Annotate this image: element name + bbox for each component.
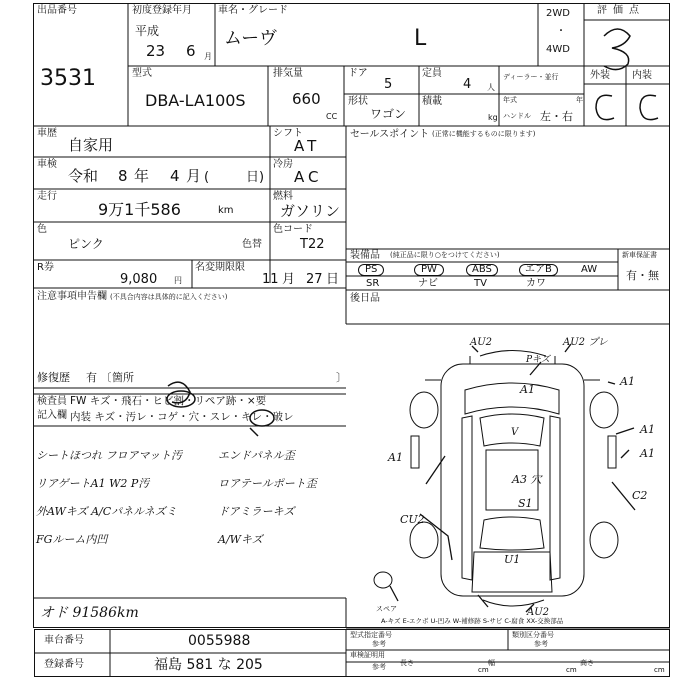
- aircon-label: 冷房: [273, 159, 293, 170]
- recycle-unit: 円: [174, 276, 182, 285]
- exterior-mark: [596, 95, 614, 119]
- hand-note-right-3: ドアミラーキズ: [218, 505, 295, 518]
- color-code-label: 色コード: [273, 224, 313, 235]
- load-unit: kg: [488, 113, 498, 122]
- height-label: 高さ: [580, 659, 594, 667]
- width-unit: cm: [566, 666, 577, 674]
- mileage-value: 9万1千586: [98, 200, 181, 219]
- mark-a1-right-door: A1: [640, 423, 655, 436]
- inspection-paren: (: [204, 170, 210, 185]
- mark-v-windshield: V: [511, 427, 519, 438]
- equip-sr: SR: [366, 278, 380, 289]
- displacement-value: 660: [292, 90, 321, 108]
- mark-u1-rear: U1: [504, 553, 521, 566]
- mark-a1-left-door: A1: [388, 451, 403, 464]
- damage-legend: A-キズ E-エクボ U-凹み W-補修跡 S-サビ C-腐食 XX-交換部品: [381, 617, 564, 625]
- equip-pw: PW: [414, 264, 444, 276]
- late-docs-label: 後日品: [350, 293, 380, 304]
- equip-leather: カワ: [526, 278, 546, 289]
- repair-close: 〕: [336, 371, 347, 384]
- cat-no-label: 類別区分番号: [512, 631, 554, 639]
- equip-airbag: エアB: [519, 264, 558, 276]
- drive-4wd: 4WD: [546, 44, 570, 55]
- hand-note-left-4: FGルーム内凹: [36, 533, 108, 546]
- repair-label: 修復歴: [37, 371, 70, 384]
- reg-no-label: 登録番号: [44, 659, 84, 670]
- width-label: 幅: [488, 659, 495, 667]
- chassis-number: 0055988: [188, 633, 251, 649]
- sales-point-note: (正常に機能するものに限ります): [432, 130, 536, 138]
- spare-label: スペア: [376, 605, 397, 613]
- mark-au2-front-left: AU2: [470, 337, 493, 348]
- inspection-year-unit: 年: [134, 167, 150, 185]
- mark-cu2-rear-left: CU2: [400, 513, 425, 526]
- color-change-label: 色替: [242, 239, 262, 250]
- mark-a1-bonnet: A1: [520, 383, 535, 396]
- model-year-unit: 年: [576, 96, 583, 104]
- hand-note-right-2: ロアテールポート歪: [218, 477, 317, 490]
- mark-a1-right-rear: A1: [640, 447, 655, 460]
- capacity-value: 4: [463, 77, 472, 92]
- color-label: 色: [37, 224, 47, 235]
- inspection-day-unit: 日): [246, 170, 265, 185]
- lot-number: 3531: [40, 66, 96, 91]
- mark-c2-rear-right: C2: [632, 489, 648, 502]
- inspector-label-1: 検査員: [37, 396, 67, 407]
- mark-au2-rear: AU2: [527, 607, 550, 618]
- exterior-value: [604, 100, 605, 101]
- drive-2wd: 2WD: [546, 8, 570, 19]
- height-unit: cm: [654, 666, 665, 674]
- fuel-label: 燃料: [273, 191, 293, 202]
- expiry-day-unit: 月: [282, 272, 296, 287]
- hand-note-right-4: A/Wキズ: [218, 533, 263, 546]
- length-label: 長さ: [400, 659, 414, 667]
- cert-label: 車検証明用: [350, 651, 385, 659]
- body-shape-value: ワゴン: [370, 107, 407, 121]
- cat-no-ref: 参考: [534, 640, 548, 648]
- drive-dot: ・: [556, 26, 566, 37]
- repair-value: 有 〔: [86, 371, 112, 384]
- interior-value: [648, 100, 649, 101]
- mark-p-scratch: Pキズ: [526, 355, 550, 365]
- expiry-day2: 27: [306, 272, 323, 287]
- aircon-value: AC: [294, 168, 323, 186]
- inspection-year: 8: [118, 167, 128, 185]
- doors-label: ドア: [348, 68, 368, 79]
- displacement-label: 排気量: [273, 68, 303, 79]
- dealer-label: ディーラー・並行: [503, 73, 559, 81]
- lot-label: 出品番号: [37, 5, 77, 16]
- load-label: 積載: [422, 96, 442, 107]
- shift-value: AT: [294, 137, 321, 155]
- handle-label: ハンドル: [503, 112, 531, 120]
- repair-suffix: 箇所: [112, 371, 134, 384]
- mark-au2-front-right: AU2 プレ: [563, 337, 608, 348]
- warranty-label: 新車保証書: [622, 251, 657, 259]
- equip-tv: TV: [474, 278, 487, 289]
- inspection-month: 4: [170, 167, 180, 185]
- hand-note-left-1: シートほつれ フロアマット汚: [36, 449, 183, 462]
- body-shape-label: 形状: [348, 96, 368, 107]
- warranty-value: 有・無: [626, 269, 659, 282]
- expiry-day2-unit: 日: [326, 272, 340, 287]
- score-value: [620, 34, 621, 35]
- model-name-label: 車名・グレード: [218, 5, 288, 16]
- equipment-note: (純正品に限り○をつけてください): [390, 251, 500, 259]
- hand-note-right-1: エンドパネル歪: [218, 449, 295, 462]
- hand-note-left-2: リアゲートA1 W2 P汚: [36, 477, 150, 490]
- equip-navi: ナビ: [418, 278, 438, 289]
- first-reg-era: 平成: [135, 24, 160, 38]
- model-year-label: 年式: [503, 96, 517, 104]
- equip-aw: AW: [581, 264, 598, 275]
- score-mark: [604, 29, 630, 70]
- reg-number: 福島 581 な 205: [154, 657, 263, 673]
- interior-label: 内装: [632, 70, 652, 81]
- inspection-month-unit: 月: [186, 167, 202, 185]
- mileage-unit: km: [218, 205, 234, 216]
- usage-label: 車歴: [37, 128, 57, 139]
- type-code: DBA-LA100S: [145, 91, 246, 110]
- capacity-label: 定員: [422, 68, 442, 79]
- doors-value: 5: [384, 77, 393, 92]
- expiry-label: 名変期限限: [195, 262, 245, 273]
- mileage-label: 走行: [37, 191, 57, 202]
- capacity-unit: 人: [487, 83, 495, 92]
- inspector-row-2: 内装 キズ・汚レ・コゲ・穴・スレ・キレ・破レ: [70, 411, 294, 423]
- first-reg-month-unit: 月: [204, 52, 212, 61]
- handle-value: 左・右: [540, 110, 573, 123]
- first-reg-year: 23: [146, 42, 166, 60]
- length-unit: cm: [478, 666, 489, 674]
- color-code-value: T22: [300, 237, 325, 252]
- hand-note-left-3: 外AWキズ A/Cパネルネズミ: [36, 505, 177, 518]
- inspector-label-2: 記入欄: [37, 410, 67, 421]
- type-label: 型式: [132, 68, 152, 79]
- inspection-era: 令和: [68, 167, 99, 185]
- notes-label: 注意事項申告欄: [37, 291, 107, 302]
- model-no-label: 型式指定番号: [350, 631, 392, 639]
- model-name: ムーヴ: [224, 28, 278, 49]
- color-value: ピンク: [68, 237, 104, 251]
- equip-ps: PS: [358, 264, 384, 276]
- first-reg-month: 6: [186, 42, 196, 60]
- notes-note: (不具合内容は具体的に記入ください): [110, 293, 228, 301]
- inspection-label: 車検: [37, 159, 57, 170]
- exterior-label: 外装: [590, 70, 610, 81]
- shift-label: シフト: [273, 128, 303, 139]
- score-label: 評価点: [597, 5, 645, 16]
- inspector-row-1: FW キズ・飛石・ヒビ割・リペア跡・×要: [70, 395, 267, 407]
- mark-a1-front-fender: A1: [620, 375, 635, 388]
- displacement-unit: CC: [326, 112, 338, 121]
- model-no-ref: 参考: [372, 640, 386, 648]
- car-diagram: [374, 351, 618, 607]
- mark-a3-roof: A3 穴: [512, 473, 542, 486]
- cert-ref: 参考: [372, 663, 386, 671]
- chassis-label: 車台番号: [44, 635, 84, 646]
- odometer-note: オド 91586km: [40, 605, 139, 621]
- recycle-value: 9,080: [120, 272, 158, 287]
- mark-s1-roof: S1: [518, 497, 533, 510]
- fuel-value: ガソリン: [280, 202, 341, 220]
- interior-mark: [640, 95, 658, 119]
- expiry-day: 11: [262, 272, 279, 287]
- sales-point-label: セールスポイント: [350, 129, 430, 140]
- first-reg-label: 初度登録年月: [132, 5, 192, 16]
- recycle-label: R券: [37, 262, 54, 273]
- equipment-label: 装備品: [350, 250, 380, 261]
- grade: L: [414, 26, 427, 51]
- usage-value: 自家用: [68, 136, 114, 154]
- equip-abs: ABS: [466, 264, 498, 276]
